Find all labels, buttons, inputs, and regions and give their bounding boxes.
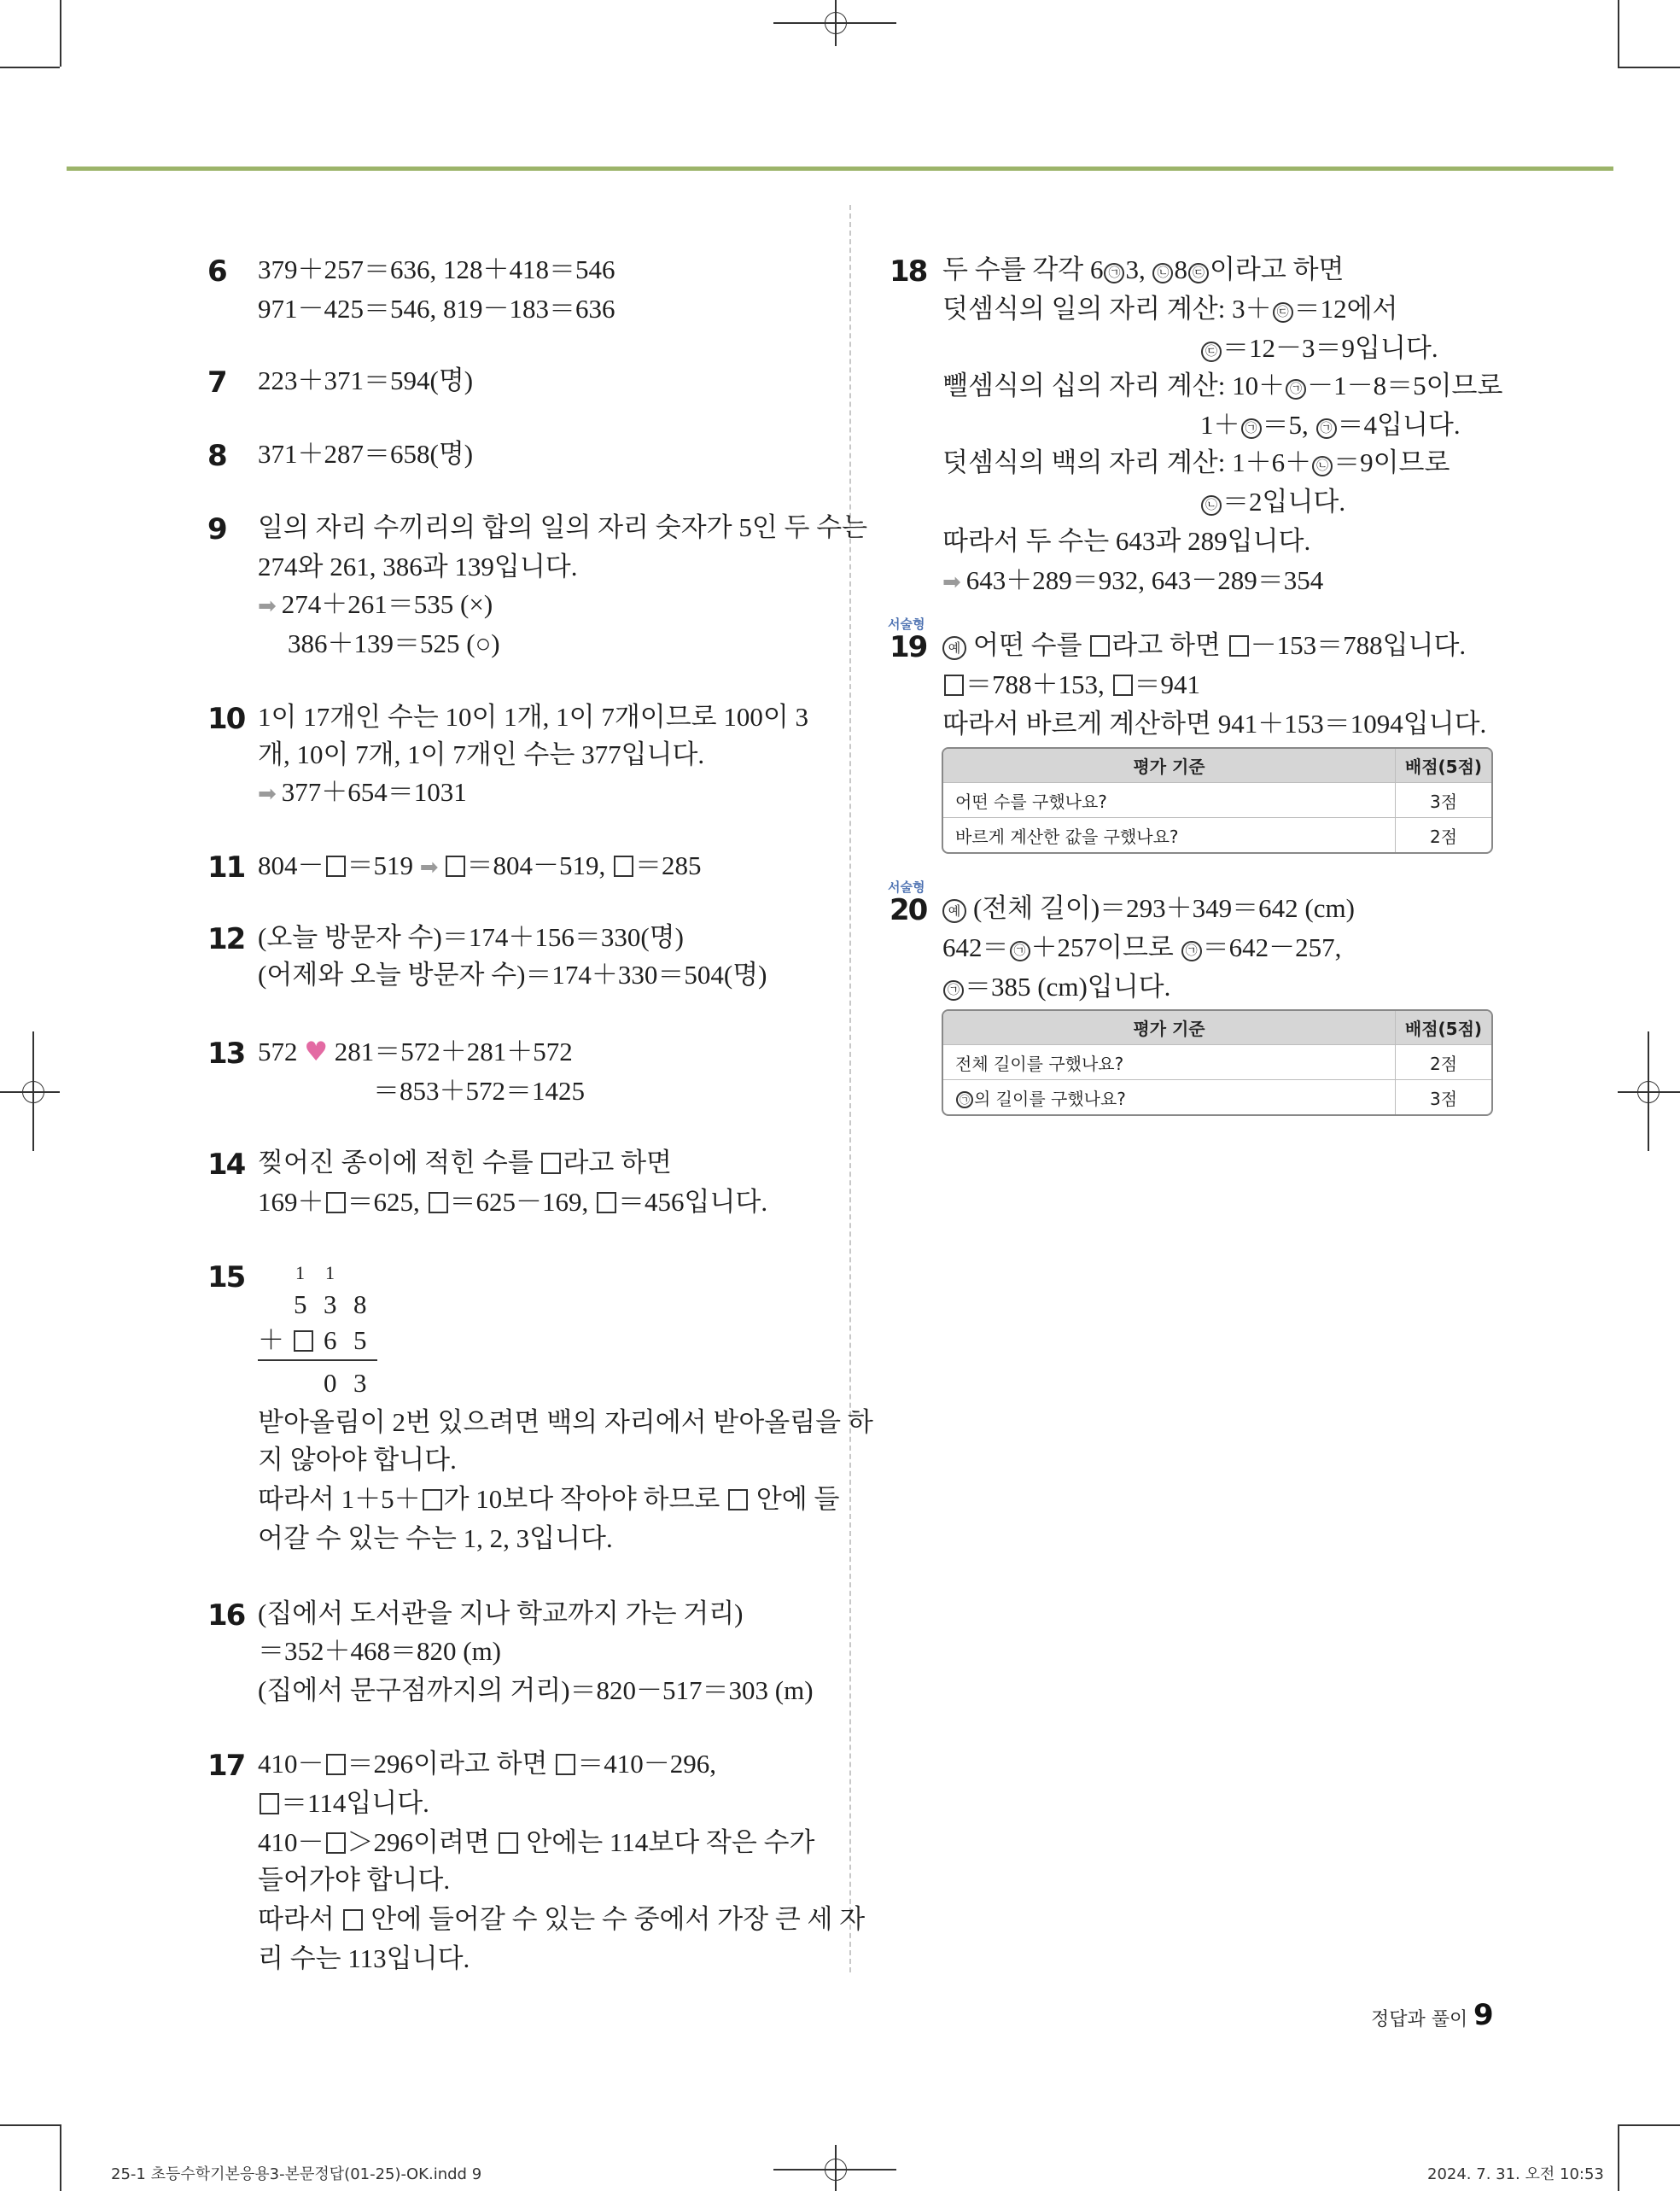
question-number: 6 xyxy=(207,254,226,289)
blank-box xyxy=(326,856,346,877)
answer-line: 379＋257＝636, 128＋418＝546 xyxy=(258,254,615,284)
question-number: 11 xyxy=(207,850,245,885)
page-footer-title: 정답과 풀이 xyxy=(1371,2009,1468,2030)
table-header: 평가 기준 xyxy=(943,1011,1395,1044)
digit: 3 xyxy=(324,1289,337,1319)
answer-line xyxy=(258,591,493,617)
circled-letter-giyeok: ㉠ xyxy=(956,1091,973,1108)
question-number: 7 xyxy=(207,365,226,400)
answer-line: 지 않아야 합니다. xyxy=(258,1445,457,1475)
answer-line: ＝114입니다. xyxy=(258,1790,429,1816)
table-row: ㉠ 의 길이를 구했나요? 3점 xyxy=(943,1079,1491,1114)
question-number: 9 xyxy=(207,512,226,546)
registration-mark xyxy=(1618,1091,1680,1093)
answer-line: 1＋ ㉠ ＝5, ㉠ ＝4입니다. xyxy=(1200,410,1461,440)
blank-box xyxy=(541,1153,561,1174)
answer-line: 371＋287＝658(명) xyxy=(258,439,474,469)
crop-mark xyxy=(0,2124,60,2126)
answer-line: ㉡ ＝2입니다. xyxy=(1200,488,1345,516)
answer-line: 일의 자리 수끼리의 합의 일의 자리 숫자가 5인 두 수는 xyxy=(258,512,868,542)
table-header: 배점(5점) xyxy=(1395,1011,1491,1044)
blank-box xyxy=(556,1754,575,1775)
answer-line: (어제와 오늘 방문자 수)＝174＋330＝504(명) xyxy=(258,960,767,990)
circled-letter-giyeok: ㉠ xyxy=(1010,941,1030,961)
blank-box xyxy=(326,1832,346,1854)
table-row: 바르게 계산한 값을 구했나요? 2점 xyxy=(943,817,1491,852)
circled-letter-digeut: ㉢ xyxy=(1188,263,1209,283)
question-number: 19 xyxy=(890,630,927,664)
answer-line: 410－ ＞296이려면 안에는 114보다 작은 수가 xyxy=(258,1827,815,1857)
blank-box xyxy=(614,856,633,877)
answer-line: 223＋371＝594(명) xyxy=(258,365,474,395)
answer-line: 따라서 1＋5＋ 가 10보다 작아야 하므로 안에 들 xyxy=(258,1484,840,1514)
blank-box xyxy=(446,856,465,877)
answer-line: 642＝ ㉠ ＋257이므로 ㉠ ＝642－257, xyxy=(942,932,1342,962)
registration-mark xyxy=(0,1091,60,1093)
answer-line: 들어가야 합니다. xyxy=(258,1865,451,1895)
crop-mark xyxy=(1618,2124,1680,2126)
answer-line: 410－ ＝296이라고 하면 ＝410－296, xyxy=(258,1749,716,1779)
table-header: 배점(5점) xyxy=(1395,749,1491,782)
blank-box xyxy=(423,1489,442,1510)
circled-letter-giyeok: ㉠ xyxy=(1104,263,1124,283)
blank-box xyxy=(944,675,964,696)
circled-letter-giyeok: ㉠ xyxy=(1316,418,1337,439)
heart-icon: ♥ xyxy=(304,1037,329,1067)
circled-letter-digeut: ㉢ xyxy=(1201,342,1222,362)
answer-line: 개, 10이 7개, 1이 7개인 수는 377입니다. xyxy=(258,739,705,769)
circled-letter-giyeok: ㉠ xyxy=(1181,941,1202,961)
blank-box xyxy=(728,1489,748,1510)
answer-line xyxy=(258,779,467,805)
operator: ＋ xyxy=(258,1325,284,1355)
answer-line: 따라서 두 수는 643과 289입니다. xyxy=(942,526,1311,556)
answer-line: 804－ ＝519 ➡ ＝804－519, ＝285 xyxy=(258,850,702,880)
blank-box xyxy=(326,1192,346,1213)
question-number: 16 xyxy=(207,1598,245,1633)
answer-line: 덧셈식의 일의 자리 계산: 3＋ ㉢ ＝12에서 xyxy=(942,294,1398,324)
blank-box xyxy=(597,1192,616,1213)
arrow-icon: ➡ xyxy=(942,570,961,595)
page-number: 9 xyxy=(1473,1998,1494,2032)
answer-line: ➡ 643＋289＝932, 643－289＝354 xyxy=(942,565,1324,595)
descriptive-type-tag: 서술형 xyxy=(888,616,925,632)
blank-box xyxy=(1229,635,1249,657)
circled-letter-giyeok: ㉠ xyxy=(943,980,964,1001)
print-slug-right: 2024. 7. 31. 오전 10:53 xyxy=(1427,2165,1604,2183)
carry-digit: 1 xyxy=(295,1262,305,1283)
answer-line: 169＋ ＝625, ＝625－169, ＝456입니다. xyxy=(258,1187,768,1217)
equation: 377＋654＝1031 xyxy=(281,777,467,807)
circled-letter-nieun: ㉡ xyxy=(1152,263,1173,283)
grading-table xyxy=(942,1009,1493,1116)
answer-line: 리 수는 113입니다. xyxy=(258,1943,470,1973)
digit: 5 xyxy=(353,1325,367,1355)
table-row: 어떤 수를 구했나요? 3점 xyxy=(943,782,1491,817)
blank-box xyxy=(343,1909,363,1931)
answer-line: ㉠ ＝385 (cm)입니다. xyxy=(942,973,1170,1001)
circled-letter-digeut: ㉢ xyxy=(1273,302,1293,323)
circled-letter-nieun: ㉡ xyxy=(1312,456,1333,476)
answer-line: 찢어진 종이에 적힌 수를 라고 하면 xyxy=(258,1148,673,1177)
answer-line: 받아올림이 2번 있으려면 백의 자리에서 받아올림을 하 xyxy=(258,1407,873,1437)
answer-line: 뺄셈식의 십의 자리 계산: 10＋ ㉠ －1－8＝5이므로 xyxy=(942,371,1503,400)
registration-mark xyxy=(835,0,837,46)
question-number: 12 xyxy=(207,922,245,956)
blank-box xyxy=(1090,635,1110,657)
answer-line: ㉢ ＝12－3＝9입니다. xyxy=(1200,335,1438,362)
answer-line: 두 수를 각각 6 ㉠ 3, ㉡ 8 ㉢ 이라고 하면 xyxy=(942,254,1345,284)
blank-box xyxy=(260,1793,279,1814)
answer-line: 386＋139＝525 (○) xyxy=(288,628,500,658)
blank-box xyxy=(326,1754,346,1775)
registration-mark xyxy=(32,1031,34,1151)
question-number: 14 xyxy=(207,1148,245,1182)
grading-table xyxy=(942,747,1493,854)
crop-mark xyxy=(60,0,61,67)
answer-line: ＝352＋468＝820 (m) xyxy=(258,1636,502,1666)
column-divider xyxy=(849,205,851,1972)
answer-line: 예 (전체 길이)＝293＋349＝642 (cm) xyxy=(942,895,1355,923)
example-mark: 예 xyxy=(942,899,966,923)
crop-mark xyxy=(0,67,60,68)
answer-line: 덧셈식의 백의 자리 계산: 1＋6＋ ㉡ ＝9이므로 xyxy=(942,447,1450,477)
table-header: 평가 기준 xyxy=(943,749,1395,782)
answer-line: 572 ♥ 281＝572＋281＋572 xyxy=(258,1037,573,1067)
arrow-icon: ➡ xyxy=(258,593,277,619)
circled-letter-giyeok: ㉠ xyxy=(1241,418,1262,439)
answer-line: 따라서 바르게 계산하면 941＋153＝1094입니다. xyxy=(942,709,1487,739)
blank-box xyxy=(499,1832,518,1854)
descriptive-type-tag: 서술형 xyxy=(888,879,925,895)
answer-line: 어갈 수 있는 수는 1, 2, 3입니다. xyxy=(258,1523,613,1553)
answer-line: 274와 261, 386과 139입니다. xyxy=(258,552,578,581)
question-number: 8 xyxy=(207,439,226,473)
answer-line: 따라서 안에 들어갈 수 있는 수 중에서 가장 큰 세 자 xyxy=(258,1904,866,1934)
digit: 0 xyxy=(324,1368,337,1398)
digit: 6 xyxy=(324,1325,337,1355)
digit: 3 xyxy=(353,1368,367,1398)
registration-mark xyxy=(1648,1031,1649,1151)
question-number: 18 xyxy=(890,254,927,289)
blank-box xyxy=(429,1192,448,1213)
answer-line: (집에서 문구점까지의 거리)＝820－517＝303 (m) xyxy=(258,1675,814,1705)
answer-line: 1이 17개인 수는 10이 1개, 1이 7개이므로 100이 3 xyxy=(258,702,809,732)
sum-line xyxy=(258,1359,377,1361)
crop-mark xyxy=(1618,0,1619,67)
question-number: 10 xyxy=(207,702,245,736)
question-number: 20 xyxy=(890,893,927,927)
digit: 5 xyxy=(294,1289,307,1319)
table-row: 전체 길이를 구했나요? 2점 xyxy=(943,1044,1491,1079)
print-slug-left: 25-1 초등수학기본응용3-본문정답(01-25)-OK.indd 9 xyxy=(111,2165,482,2183)
question-number: 13 xyxy=(207,1037,245,1071)
equation: 274＋261＝535 (×) xyxy=(281,589,493,619)
question-number: 17 xyxy=(207,1749,245,1783)
digit: 8 xyxy=(353,1289,367,1319)
answer-line: ＝788＋153, ＝941 xyxy=(942,671,1200,698)
answer-line: ＝853＋572＝1425 xyxy=(373,1076,585,1106)
header-rule xyxy=(67,167,1613,171)
blank-box xyxy=(1113,675,1133,696)
crop-mark xyxy=(60,2124,61,2191)
blank-box xyxy=(294,1330,313,1352)
question-number: 15 xyxy=(207,1260,245,1294)
arrow-icon: ➡ xyxy=(258,781,277,807)
crop-mark xyxy=(1618,2124,1619,2191)
circled-letter-nieun: ㉡ xyxy=(1201,495,1222,516)
example-mark: 예 xyxy=(942,636,966,660)
answer-line: 971－425＝546, 819－183＝636 xyxy=(258,294,615,324)
answer-line xyxy=(292,1327,315,1353)
arrow-icon: ➡ xyxy=(419,855,439,880)
carry-digit: 1 xyxy=(325,1262,335,1283)
answer-line: 예 어떤 수를 라고 하면 －153＝788입니다. xyxy=(942,632,1466,660)
circled-letter-giyeok: ㉠ xyxy=(1286,379,1306,400)
registration-mark xyxy=(835,2145,837,2191)
answer-line: (오늘 방문자 수)＝174＋156＝330(명) xyxy=(258,922,684,952)
answer-line: (집에서 도서관을 지나 학교까지 가는 거리) xyxy=(258,1598,744,1628)
crop-mark xyxy=(1618,67,1680,68)
